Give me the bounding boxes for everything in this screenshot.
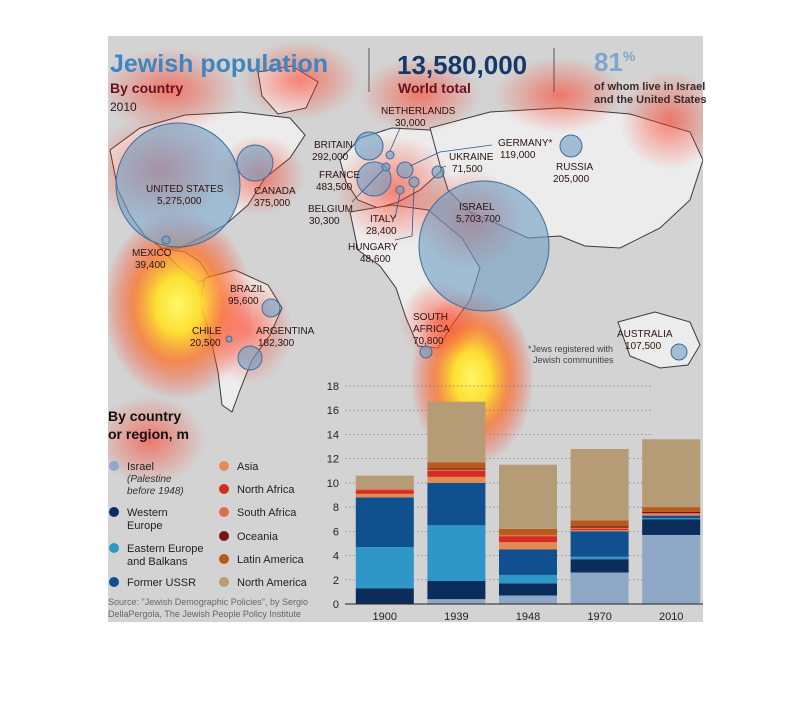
bar-segment-north-america (571, 449, 629, 520)
bubble-chile (226, 336, 232, 342)
bar-segment-north-africa (499, 536, 557, 542)
label-belgium-name: BELGIUM (308, 204, 354, 215)
bubble-italy (396, 186, 404, 194)
bar-segment-north-america (427, 402, 485, 463)
share-line-1: of whom live in Israel (594, 81, 706, 93)
label-italy-name: ITALY (370, 214, 397, 225)
y-tick-label: 12 (326, 453, 339, 466)
bar-segment-south-africa (642, 513, 700, 514)
bar-segment-north-america (356, 476, 414, 489)
label-britain-name: BRITAIN (314, 140, 353, 151)
bar-segment-israel (642, 535, 700, 604)
label-southafrica-name2: AFRICA (413, 324, 450, 335)
legend-label: North Africa (237, 484, 295, 496)
bar-1939 (427, 402, 485, 604)
bar-segment-former-ussr (356, 497, 414, 547)
bar-segment-north-america (499, 465, 557, 529)
legend-label: North America (237, 577, 307, 589)
label-mexico-value: 39,400 (135, 260, 166, 271)
legend-label: Oceania (237, 531, 278, 543)
bar-segment-former-ussr (427, 483, 485, 525)
bar-1900 (356, 476, 414, 604)
world-total-label: World total (398, 80, 471, 96)
label-hungary-value: 48,600 (360, 254, 391, 265)
legend-swatch (109, 543, 119, 553)
bar-segment-western-europe (642, 519, 700, 535)
label-australia-name: AUSTRALIA (617, 329, 673, 340)
label-ukraine-name: UKRAINE (449, 152, 494, 163)
bar-segment-eastern-europe-and-balkans (571, 557, 629, 559)
label-hungary-name: HUNGARY (348, 242, 398, 253)
x-tick-label: 1970 (587, 611, 612, 623)
legend-note: before 1948) (127, 486, 184, 497)
bar-segment-asia (571, 530, 629, 531)
bar-segment-oceania (571, 526, 629, 527)
y-tick-label: 6 (332, 526, 339, 539)
label-brazil-name: BRAZIL (230, 284, 266, 295)
source-line-1: Source: "Jewish Demographic Policies", by Sergio (108, 597, 308, 607)
label-usa-name: UNITED STATES (146, 184, 224, 195)
bubble-britain (355, 132, 383, 160)
legend-swatch (219, 461, 229, 471)
legend-label: and Balkans (127, 556, 188, 568)
label-argentina-name: ARGENTINA (256, 326, 315, 337)
label-chile-name: CHILE (192, 326, 222, 337)
bar-segment-eastern-europe-and-balkans (499, 575, 557, 583)
x-tick-label: 1939 (444, 611, 469, 623)
bar-segment-south-africa (499, 535, 557, 536)
label-mexico-name: MEXICO (132, 248, 172, 259)
label-russia-value: 205,000 (553, 174, 590, 185)
bar-segment-eastern-europe-and-balkans (427, 525, 485, 581)
legend-swatch (109, 577, 119, 587)
label-canada-value: 375,000 (254, 198, 291, 209)
label-germany-name: GERMANY* (498, 138, 553, 149)
bubble-israel (419, 181, 549, 311)
x-tick-label: 1948 (515, 611, 541, 623)
legend-note: (Palestine (127, 474, 172, 485)
bubble-australia (671, 344, 687, 360)
bar-segment-south-africa (571, 528, 629, 529)
bubble-belgium (382, 163, 390, 171)
label-netherlands-name: NETHERLANDS (381, 106, 456, 117)
bar-segment-eastern-europe-and-balkans (642, 518, 700, 519)
label-southafrica-value: 70,800 (413, 336, 444, 347)
label-southafrica-name: SOUTH (413, 312, 448, 323)
page-title: Jewish population (110, 50, 329, 78)
legend-swatch (219, 531, 229, 541)
label-belgium-value: 30,300 (309, 216, 340, 227)
bar-segment-western-europe (356, 588, 414, 604)
bar-2010 (642, 439, 700, 604)
bar-segment-israel (571, 573, 629, 604)
y-tick-label: 0 (332, 599, 339, 611)
bar-segment-south-africa (427, 470, 485, 471)
label-australia-value: 107,500 (625, 341, 662, 352)
bar-segment-north-africa (356, 490, 414, 494)
bar-segment-eastern-europe-and-balkans (356, 547, 414, 588)
bar-segment-israel (427, 599, 485, 604)
legend-label: Western (127, 507, 168, 519)
bar-segment-asia (427, 477, 485, 483)
bar-1970 (571, 449, 629, 604)
label-netherlands-value: 30,000 (395, 118, 426, 129)
bar-segment-asia (642, 514, 700, 515)
legend-swatch (219, 507, 229, 517)
label-britain-value: 292,000 (312, 152, 349, 163)
legend-label: Israel (127, 461, 154, 473)
bubble-hungary (409, 177, 419, 187)
share-line-2: and the United States (594, 94, 707, 106)
bubble-ukraine (432, 166, 444, 178)
bar-segment-asia (499, 542, 557, 549)
map-footnote-line-2: Jewish communities (533, 355, 614, 365)
legend-title-line-1: By country (108, 408, 182, 424)
bar-segment-latin-america (642, 507, 700, 512)
bar-segment-north-africa (427, 471, 485, 477)
label-italy-value: 28,400 (366, 226, 397, 237)
bar-segment-north-africa (571, 529, 629, 530)
legend-label: Latin America (237, 554, 304, 566)
bar-segment-oceania (427, 468, 485, 469)
bar-segment-former-ussr (571, 531, 629, 556)
bubble-mexico (162, 236, 170, 244)
bar-segment-western-europe (499, 583, 557, 595)
bubble-russia (560, 135, 582, 157)
bar-segment-north-america (642, 439, 700, 507)
y-tick-label: 2 (332, 574, 339, 587)
legend-label: Former USSR (127, 577, 197, 589)
y-tick-label: 4 (332, 550, 339, 563)
label-israel-name: ISRAEL (459, 202, 495, 213)
bubble-argentina (238, 346, 262, 370)
page-year: 2010 (110, 100, 137, 114)
y-tick-label: 8 (332, 502, 339, 515)
x-tick-label: 1900 (372, 611, 398, 623)
label-canada-name: CANADA (254, 186, 296, 197)
bar-segment-latin-america (499, 529, 557, 535)
bar-segment-south-africa (356, 489, 414, 490)
bubble-brazil (262, 299, 280, 317)
x-tick-label: 2010 (658, 611, 684, 623)
page-subtitle: By country (110, 80, 184, 96)
legend-swatch (109, 461, 119, 471)
label-usa-value: 5,275,000 (157, 196, 202, 207)
label-chile-value: 20,500 (190, 338, 221, 349)
legend-title-line-2: or region, m (108, 426, 189, 442)
bubble-germany (397, 162, 413, 178)
y-tick-label: 16 (326, 405, 339, 418)
map-footnote-line-1: *Jews registered with (528, 344, 614, 354)
y-tick-label: 10 (326, 477, 339, 490)
share-value: 81% (594, 47, 636, 77)
bubble-southafrica (420, 346, 432, 358)
legend-label: Eastern Europe (127, 543, 204, 555)
label-russia-name: RUSSIA (556, 162, 594, 173)
label-germany-value: 119,000 (500, 150, 536, 161)
label-france-value: 483,500 (316, 182, 353, 193)
bar-segment-former-ussr (499, 550, 557, 575)
legend-label: Asia (237, 461, 259, 473)
bar-segment-israel (499, 596, 557, 604)
bubble-canada (237, 145, 273, 181)
legend-swatch (219, 577, 229, 587)
bar-segment-oceania (642, 512, 700, 513)
legend-swatch (219, 484, 229, 494)
legend-label: Europe (127, 520, 163, 532)
legend-swatch (109, 507, 119, 517)
bar-1948 (499, 465, 557, 604)
legend-label: South Africa (237, 507, 297, 519)
y-tick-label: 18 (326, 381, 339, 393)
label-brazil-value: 95,600 (228, 296, 259, 307)
bar-segment-former-ussr (642, 516, 700, 518)
bar-segment-western-europe (571, 559, 629, 572)
label-israel-value: 5,703,700 (456, 214, 501, 225)
label-france-name: FRANCE (319, 170, 361, 181)
bubble-netherlands (386, 151, 394, 159)
bar-segment-latin-america (427, 462, 485, 468)
legend-swatch (219, 554, 229, 564)
bar-segment-latin-america (571, 520, 629, 526)
world-total-value: 13,580,000 (397, 50, 528, 80)
source-line-2: DellaPergola, The Jewish People Policy Institute (108, 609, 301, 619)
label-argentina-value: 182,300 (258, 338, 295, 349)
label-ukraine-value: 71,500 (452, 164, 483, 175)
bar-segment-asia (356, 494, 414, 498)
bar-segment-western-europe (427, 581, 485, 599)
y-tick-label: 14 (326, 429, 339, 442)
